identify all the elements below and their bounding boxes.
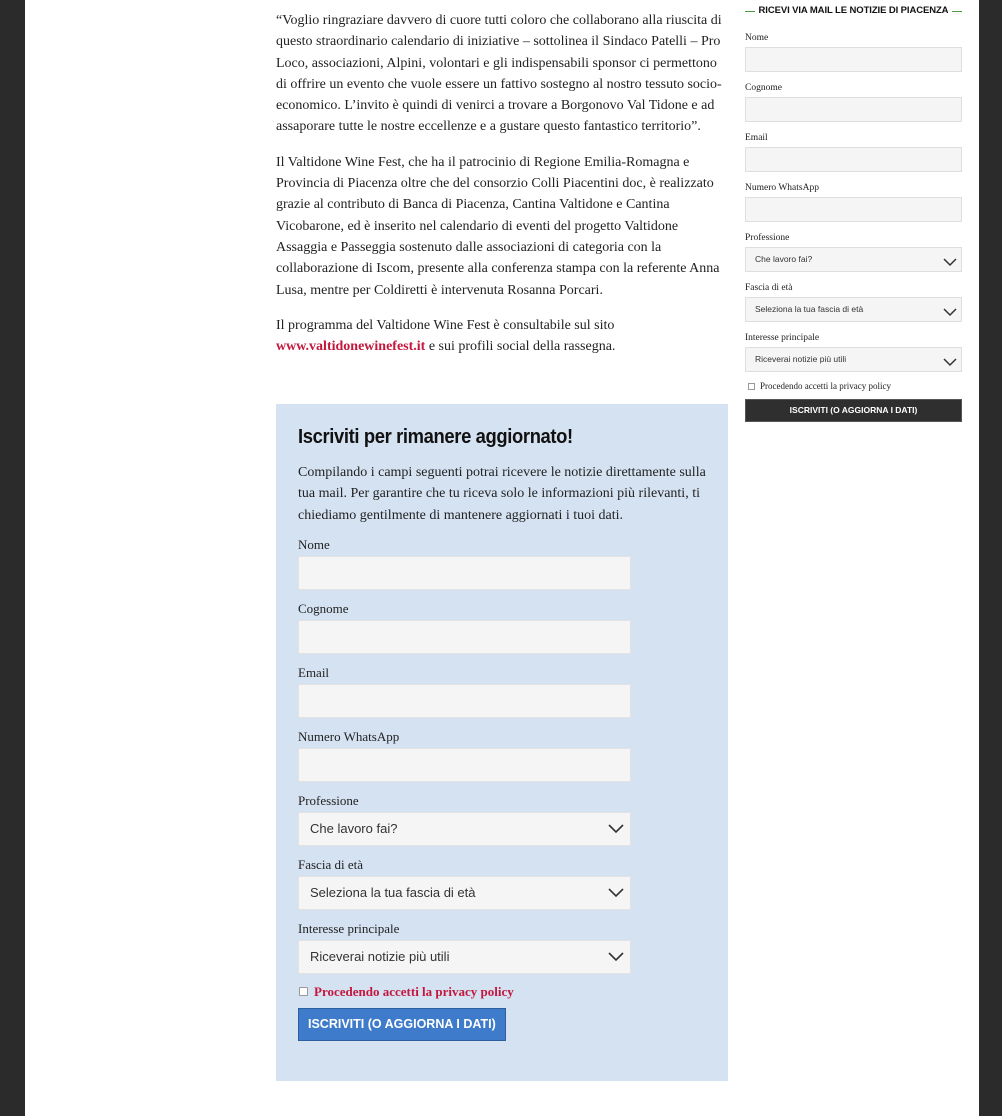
sidebar-professione-value: Che lavoro fai?	[755, 254, 813, 264]
sidebar-email-label: Email	[745, 133, 768, 143]
professione-label: Professione	[298, 792, 359, 808]
whatsapp-input[interactable]	[298, 748, 631, 782]
sidebar-newsletter	[745, 0, 962, 422]
sidebar-subscribe-button[interactable]: ISCRIVITI (O AGGIORNA I DATI)	[745, 399, 962, 422]
header-divider	[745, 11, 755, 12]
chevron-down-icon	[608, 950, 622, 964]
professione-select[interactable]	[298, 812, 631, 846]
email-label: Email	[298, 664, 330, 680]
sidebar-cognome-label: Cognome	[745, 83, 782, 93]
sidebar-whatsapp-input[interactable]	[745, 197, 962, 222]
cognome-input[interactable]	[298, 620, 631, 654]
article-paragraph-1: “Voglio ringraziare davvero di cuore tutti coloro che collaborano alla riuscita di questo straordinario calendario di iniziative – sottolinea il Sindaco Patelli – Pro Loco, associazioni, Alpini, volontari e gli indispensabili sponsor ci permettono di offrire un evento che vuole essere un fattivo sostegno al nostro tessuto socio-economico. L’invito è quindi di venirci a trovare a Borgonovo Val Tidone e ad assaporare tutte le nostre eccellenze e a gustare questo fantastico territorio”.	[276, 13, 722, 135]
chevron-down-icon	[943, 254, 955, 266]
sidebar-fascia-label: Fascia di età	[745, 283, 793, 293]
article-body	[276, 10, 728, 371]
sidebar-privacy-text: Procedendo accetti la privacy policy	[760, 381, 891, 391]
sidebar-nome-label: Nome	[745, 33, 769, 43]
privacy-policy-link[interactable]: Procedendo accetti la privacy policy	[314, 983, 514, 999]
interesse-select[interactable]	[298, 940, 631, 974]
sidebar-privacy-row	[745, 380, 962, 392]
header-divider	[952, 11, 962, 12]
professione-select-value: Che lavoro fai?	[310, 820, 398, 836]
sidebar-privacy-checkbox[interactable]	[748, 383, 755, 390]
sidebar-fascia-select[interactable]	[745, 297, 962, 322]
nome-input[interactable]	[298, 556, 631, 590]
sidebar-interesse-value: Riceverai notizie più utili	[755, 354, 847, 364]
article-paragraph-3	[276, 315, 728, 358]
sidebar-professione-select[interactable]	[745, 247, 962, 272]
interesse-select-value: Riceverai notizie più utili	[310, 948, 450, 964]
sidebar-professione-label: Professione	[745, 233, 790, 243]
fascia-select-value: Seleziona la tua fascia di età	[310, 884, 476, 900]
sidebar-interesse-select[interactable]	[745, 347, 962, 372]
sidebar-whatsapp-label: Numero WhatsApp	[745, 183, 819, 193]
privacy-checkbox[interactable]	[299, 987, 308, 996]
paragraph-text: Il programma del Valtidone Wine Fest è consultabile sul sito	[276, 317, 615, 333]
article-paragraph-2: Il Valtidone Wine Fest, che ha il patrocinio di Regione Emilia-Romagna e Provincia di Piacenza oltre che del consorzio Colli Piacentini doc, è realizzato grazie al contributo di Banca di Piacenza, Cantina Valtidone e Cantina Vicobarone, ed è inserito nel calendario di eventi del progetto Valtidone Assaggia e Passeggia sostenuto dalle associazioni di categoria con la collaborazione di Iscom, presente alla conferenza stampa con la referente Anna Lusa, mentre per Coldiretti è intervenuta Rosanna Porcari.	[276, 154, 720, 298]
interesse-label: Interesse principale	[298, 920, 400, 936]
sidebar-header-title: RICEVI VIA MAIL LE NOTIZIE DI PIACENZA	[758, 5, 949, 16]
chevron-down-icon	[608, 822, 622, 836]
sidebar-form	[745, 32, 962, 422]
privacy-row	[298, 984, 706, 1000]
chevron-down-icon	[943, 354, 955, 366]
sidebar-email-input[interactable]	[745, 147, 962, 172]
sidebar-header	[745, 0, 962, 22]
nome-label: Nome	[298, 536, 330, 552]
sidebar-fascia-value: Seleziona la tua fascia di età	[755, 304, 864, 314]
email-input[interactable]	[298, 684, 631, 718]
fascia-label: Fascia di età	[298, 856, 363, 872]
subscribe-button[interactable]: ISCRIVITI (O AGGIORNA I DATI)	[298, 1008, 506, 1041]
sidebar-interesse-label: Interesse principale	[745, 333, 820, 343]
fascia-select[interactable]	[298, 876, 631, 910]
sidebar-nome-input[interactable]	[745, 47, 962, 72]
newsletter-description: Compilando i campi seguenti potrai ricevere le notizie direttamente sulla tua mail. Per garantire che tu riceva solo le informazioni più rilevanti, ti chiediamo gentilmente di mantenere aggiornati i tuoi dati.	[298, 465, 706, 523]
valtidone-winefest-link[interactable]: www.valtidonewinefest.it	[276, 339, 426, 355]
chevron-down-icon	[608, 886, 622, 900]
page	[25, 0, 979, 1116]
paragraph-text: e sui profili social della rassegna.	[425, 339, 616, 355]
sidebar-cognome-input[interactable]	[745, 97, 962, 122]
chevron-down-icon	[943, 304, 955, 316]
whatsapp-label: Numero WhatsApp	[298, 728, 400, 744]
newsletter-signup-box	[276, 404, 728, 1081]
newsletter-title: Iscriviti per rimanere aggiornato!	[298, 426, 573, 448]
cognome-label: Cognome	[298, 600, 349, 616]
